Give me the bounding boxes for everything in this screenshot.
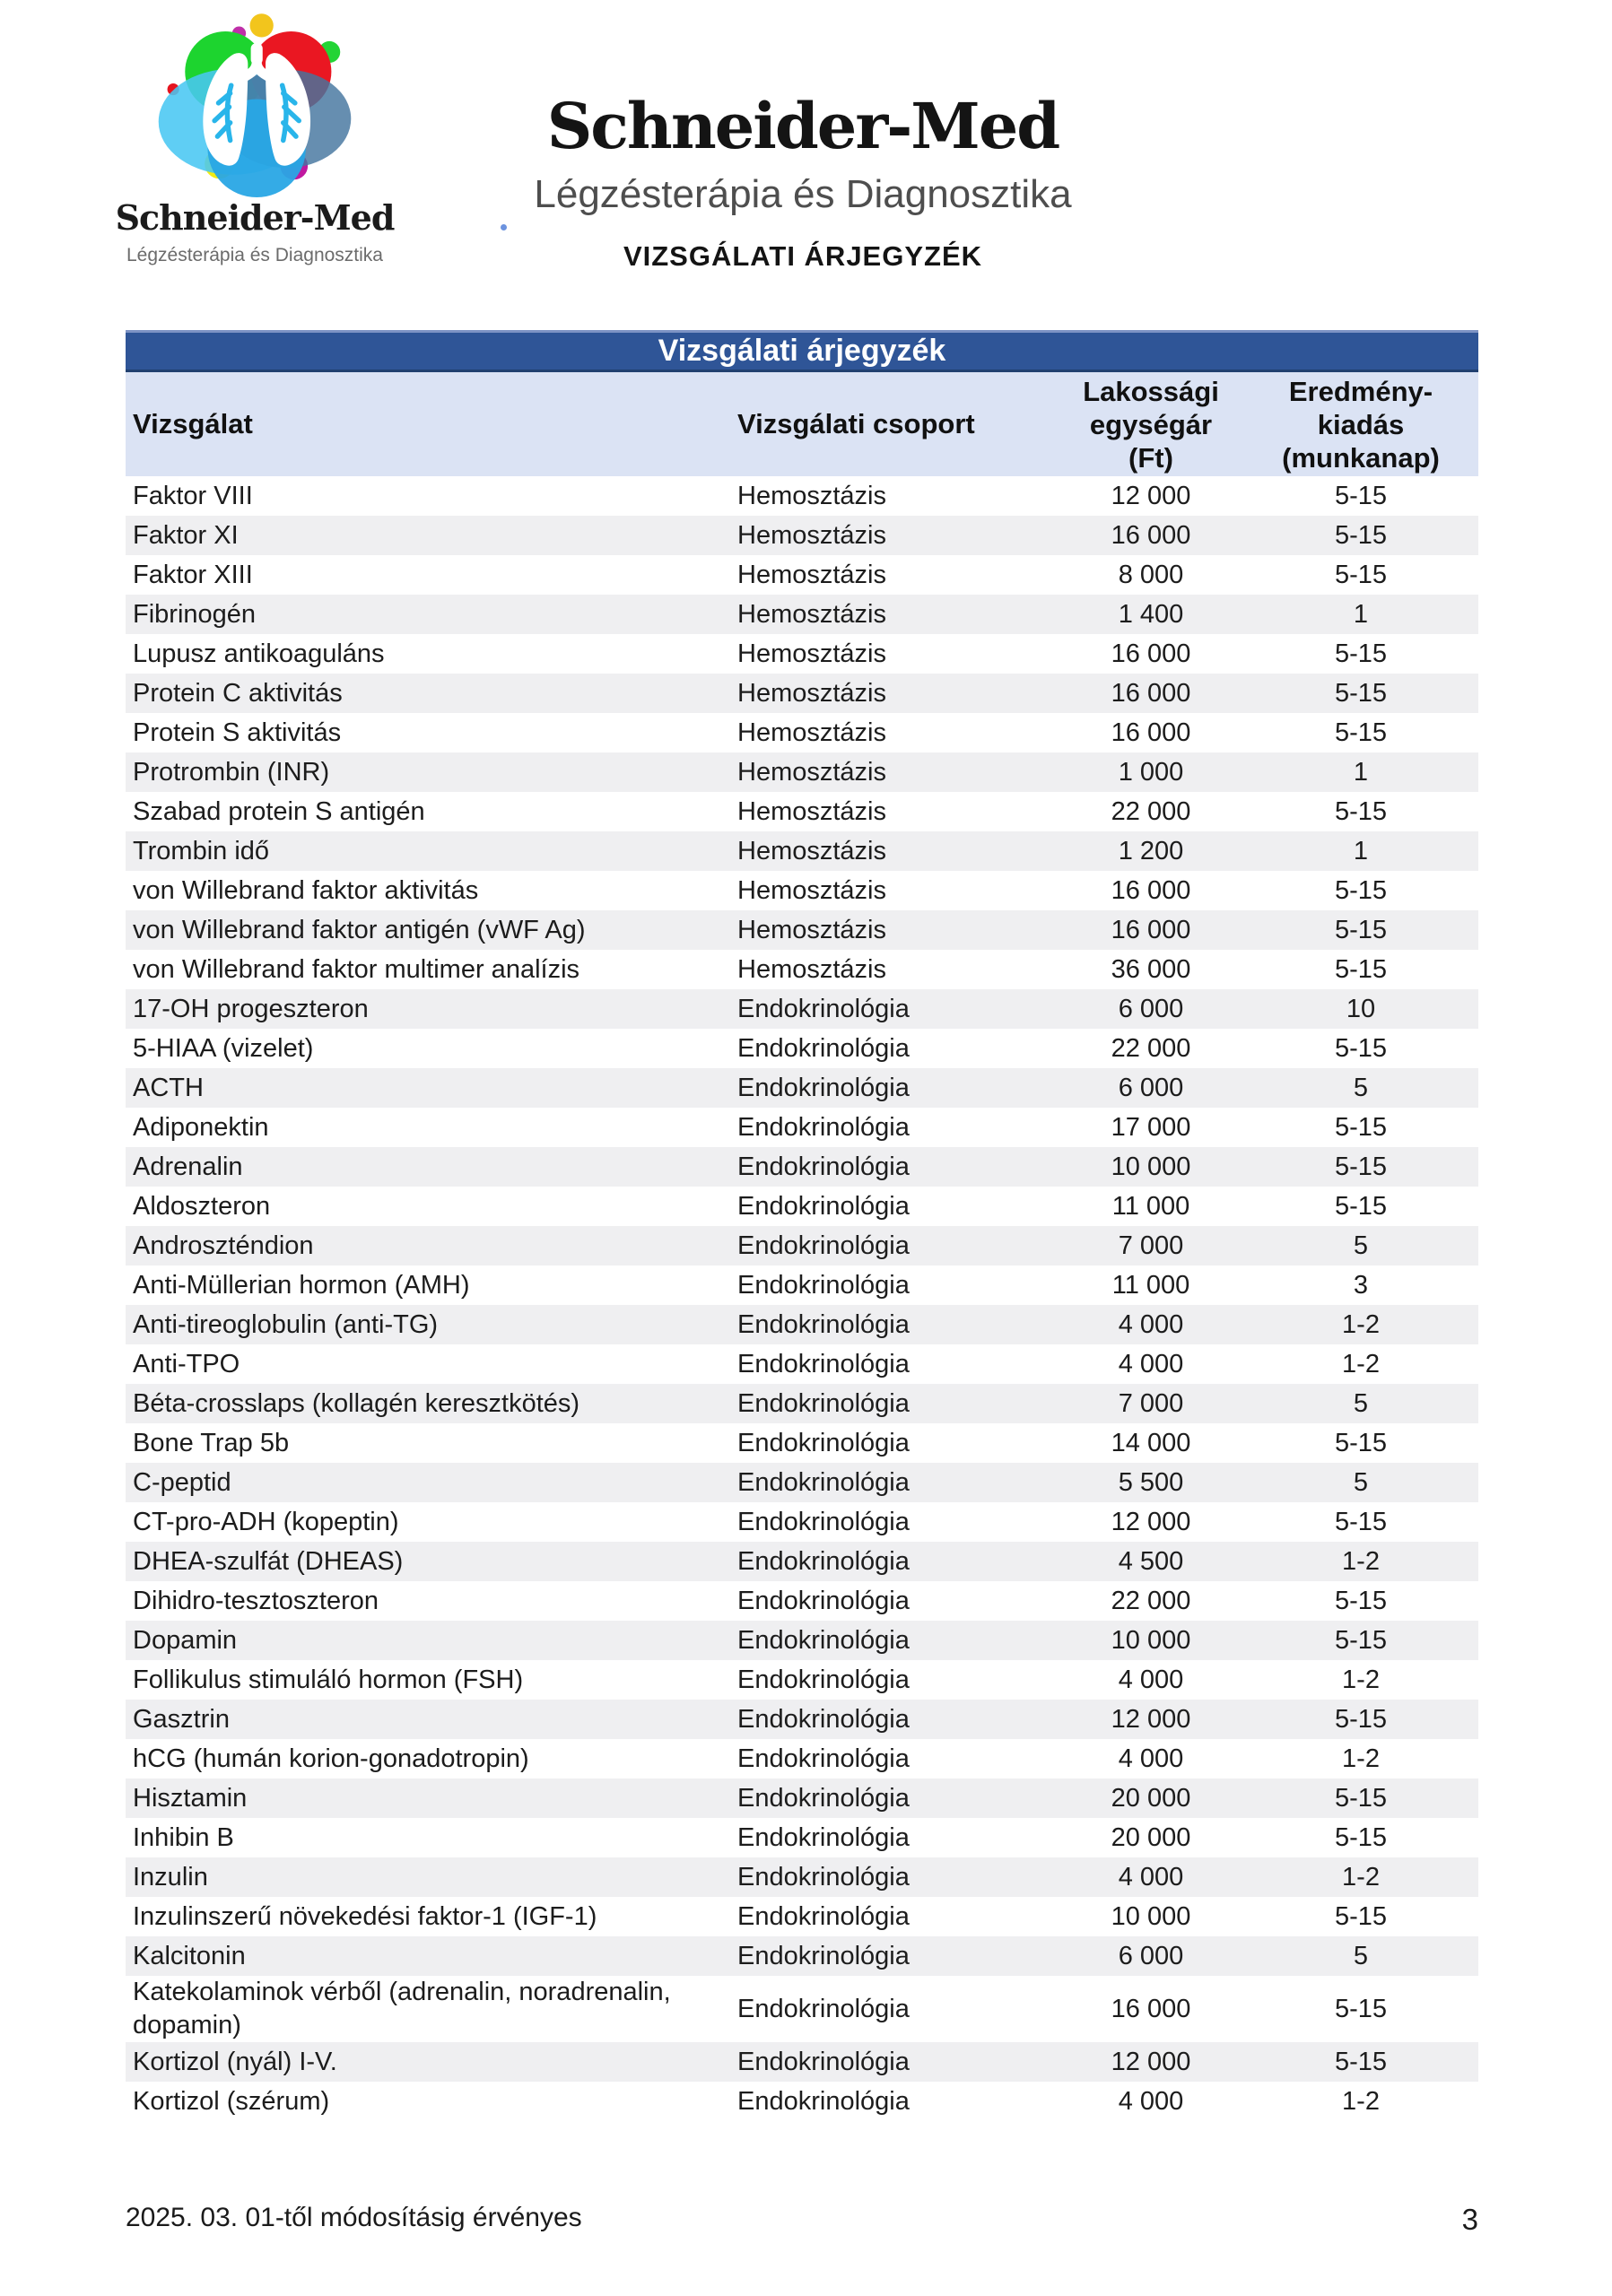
test-group-cell: Endokrinológia	[737, 1862, 910, 1892]
test-name-cell: Follikulus stimuláló hormon (FSH)	[133, 1665, 524, 1694]
test-name-cell: Szabad protein S antigén	[133, 796, 425, 826]
test-price-cell: 16 000	[1111, 1994, 1191, 2023]
table-row	[126, 831, 1478, 871]
test-price-cell: 16 000	[1111, 639, 1191, 668]
test-price-cell: 4 000	[1118, 1862, 1184, 1892]
test-days-cell: 10	[1346, 994, 1376, 1023]
test-group-cell: Endokrinológia	[737, 1704, 910, 1734]
test-group-cell: Endokrinológia	[737, 2047, 910, 2076]
test-days-cell: 5-15	[1334, 560, 1388, 589]
test-group-cell: Hemosztázis	[737, 757, 886, 787]
test-group-cell: Endokrinológia	[737, 1191, 910, 1221]
test-days-cell: 5-15	[1334, 639, 1388, 668]
test-group-cell: Endokrinológia	[737, 1388, 910, 1418]
test-days-cell: 1-2	[1342, 1349, 1380, 1378]
test-price-cell: 5 500	[1118, 1467, 1184, 1497]
test-days-cell: 5-15	[1334, 2047, 1388, 2076]
test-group-cell: Endokrinológia	[737, 1349, 910, 1378]
test-group-cell: Endokrinológia	[737, 1901, 910, 1931]
table-row	[126, 1029, 1478, 1068]
test-price-cell: 22 000	[1111, 1033, 1191, 1063]
test-group-cell: Endokrinológia	[737, 1507, 910, 1536]
test-days-cell: 5-15	[1334, 1191, 1388, 1221]
test-name-cell: Faktor XI	[133, 520, 239, 550]
test-days-cell: 1	[1353, 757, 1369, 787]
test-name-cell: Hisztamin	[133, 1783, 248, 1813]
test-name-cell: Faktor VIII	[133, 481, 253, 510]
test-price-cell: 7 000	[1118, 1388, 1184, 1418]
test-name-cell: hCG (humán korion-gonadotropin)	[133, 1744, 529, 1773]
table-row	[126, 674, 1478, 713]
column-header-csoport: Vizsgálati csoport	[737, 408, 975, 439]
test-days-cell: 5	[1353, 1467, 1369, 1497]
test-name-cell: Androszténdion	[133, 1231, 314, 1260]
test-price-cell: 6 000	[1118, 1073, 1184, 1102]
test-days-cell: 5-15	[1334, 954, 1388, 984]
test-group-cell: Hemosztázis	[737, 954, 886, 984]
test-name-cell: Kortizol (szérum)	[133, 2086, 330, 2116]
table-row	[126, 1660, 1478, 1700]
test-group-cell: Endokrinológia	[737, 1428, 910, 1457]
test-price-cell: 6 000	[1118, 1941, 1184, 1970]
test-group-cell: Hemosztázis	[737, 836, 886, 865]
test-group-cell: Endokrinológia	[737, 1270, 910, 1300]
test-group-cell: Hemosztázis	[737, 718, 886, 747]
table-row	[126, 1147, 1478, 1187]
test-name-cell: Anti-TPO	[133, 1349, 240, 1378]
table-row	[126, 713, 1478, 752]
test-name-cell: Inzulinszerű növekedési faktor-1 (IGF-1)	[133, 1901, 597, 1931]
test-group-cell: Hemosztázis	[737, 520, 886, 550]
table-row	[126, 1739, 1478, 1779]
test-name-cell: Bone Trap 5b	[133, 1428, 290, 1457]
test-name-cell: Fibrinogén	[133, 599, 257, 629]
test-days-cell: 5-15	[1334, 796, 1388, 826]
test-price-cell: 10 000	[1111, 1901, 1191, 1931]
table-row	[126, 1305, 1478, 1344]
page-number: 3	[1461, 2203, 1478, 2236]
test-group-cell: Endokrinológia	[737, 994, 910, 1023]
table-row	[126, 1187, 1478, 1226]
test-name-cell: Inzulin	[133, 1862, 208, 1892]
test-days-cell: 1-2	[1342, 1546, 1380, 1576]
table-row	[126, 910, 1478, 950]
test-name-cell: Gasztrin	[133, 1704, 230, 1734]
test-name-cell: Katekolaminok vérből (adrenalin, noradrenalin, dopamin)	[133, 1978, 671, 2039]
table-row	[126, 1108, 1478, 1147]
test-name-cell: Adiponektin	[133, 1112, 269, 1142]
table-row	[126, 1818, 1478, 1857]
test-days-cell: 5-15	[1334, 520, 1388, 550]
table-row	[126, 1936, 1478, 1976]
test-name-cell: Faktor XIII	[133, 560, 253, 589]
table-row	[126, 792, 1478, 831]
test-name-cell: Adrenalin	[133, 1152, 243, 1181]
table-row	[126, 1068, 1478, 1108]
test-price-cell: 22 000	[1111, 796, 1191, 826]
test-group-cell: Endokrinológia	[737, 1941, 910, 1970]
test-days-cell: 5-15	[1334, 1783, 1388, 1813]
table-row	[126, 1463, 1478, 1502]
test-price-cell: 10 000	[1111, 1625, 1191, 1655]
test-days-cell: 5	[1353, 1231, 1369, 1260]
validity-note: 2025. 03. 01-től módosításig érvényes	[126, 2203, 582, 2232]
test-price-cell: 12 000	[1111, 481, 1191, 510]
test-days-cell: 5-15	[1334, 1586, 1388, 1615]
test-group-cell: Endokrinológia	[737, 1783, 910, 1813]
test-days-cell: 5-15	[1334, 1901, 1388, 1931]
test-price-cell: 4 500	[1118, 1546, 1184, 1576]
table-row	[126, 1779, 1478, 1818]
test-days-cell: 5-15	[1334, 1152, 1388, 1181]
table-row	[126, 595, 1478, 634]
logo-tagline-text: Légzésterápia és Diagnosztika	[126, 245, 383, 265]
test-group-cell: Endokrinológia	[737, 1112, 910, 1142]
test-days-cell: 3	[1353, 1270, 1369, 1300]
test-group-cell: Endokrinológia	[737, 1231, 910, 1260]
table-row	[126, 1423, 1478, 1463]
test-name-cell: von Willebrand faktor antigén (vWF Ag)	[133, 915, 586, 944]
test-name-cell: von Willebrand faktor aktivitás	[133, 875, 479, 905]
table-row	[126, 1897, 1478, 1936]
test-price-cell: 16 000	[1111, 718, 1191, 747]
test-price-cell: 4 000	[1118, 1665, 1184, 1694]
test-name-cell: CT-pro-ADH (kopeptin)	[133, 1507, 399, 1536]
logo-brand-text: Schneider-Med	[115, 197, 395, 238]
test-name-cell: Inhibin B	[133, 1822, 234, 1852]
test-days-cell: 1	[1353, 599, 1369, 629]
logo	[113, 11, 396, 266]
test-days-cell: 5-15	[1334, 1428, 1388, 1457]
test-days-cell: 5	[1353, 1941, 1369, 1970]
column-header-vizsgalat: Vizsgálat	[133, 408, 253, 439]
table-row	[126, 1976, 1478, 2042]
test-group-cell: Endokrinológia	[737, 1309, 910, 1339]
test-price-cell: 16 000	[1111, 678, 1191, 708]
test-group-cell: Endokrinológia	[737, 1546, 910, 1576]
test-price-cell: 11 000	[1111, 1270, 1190, 1300]
test-price-cell: 4 000	[1118, 1349, 1184, 1378]
table-row	[126, 1265, 1478, 1305]
column-header-egysegar: Lakossági egységár (Ft)	[1083, 375, 1219, 474]
test-group-cell: Hemosztázis	[737, 639, 886, 668]
test-days-cell: 1-2	[1342, 1744, 1380, 1773]
test-name-cell: Protein S aktivitás	[133, 718, 342, 747]
table-row	[126, 1857, 1478, 1897]
heading-tagline: Légzésterápia és Diagnosztika	[534, 172, 1072, 216]
test-price-cell: 36 000	[1111, 954, 1191, 984]
test-group-cell: Endokrinológia	[737, 1152, 910, 1181]
test-name-cell: Kortizol (nyál) I-V.	[133, 2047, 337, 2076]
document-heading	[422, 91, 1184, 273]
test-group-cell: Hemosztázis	[737, 678, 886, 708]
lungs-logo-icon	[145, 11, 364, 197]
test-name-cell: Anti-Müllerian hormon (AMH)	[133, 1270, 470, 1300]
test-name-cell: von Willebrand faktor multimer analízis	[133, 954, 580, 984]
test-name-cell: Dopamin	[133, 1625, 238, 1655]
table-row	[126, 2042, 1478, 2082]
test-days-cell: 1	[1353, 836, 1369, 865]
test-price-cell: 16 000	[1111, 875, 1191, 905]
test-days-cell: 5-15	[1334, 678, 1388, 708]
test-name-cell: Lupusz antikoaguláns	[133, 639, 385, 668]
test-name-cell: Anti-tireoglobulin (anti-TG)	[133, 1309, 439, 1339]
test-group-cell: Endokrinológia	[737, 1822, 910, 1852]
table-row	[126, 634, 1478, 674]
test-name-cell: Protrombin (INR)	[133, 757, 330, 787]
test-group-cell: Endokrinológia	[737, 1033, 910, 1063]
test-price-cell: 4 000	[1118, 2086, 1184, 2116]
table-row	[126, 1700, 1478, 1739]
test-days-cell: 5-15	[1334, 1994, 1388, 2023]
test-group-cell: Endokrinológia	[737, 1586, 910, 1615]
scan-dot-artifact	[501, 224, 507, 230]
test-price-cell: 12 000	[1111, 1704, 1191, 1734]
price-table	[126, 330, 1478, 2121]
test-price-cell: 12 000	[1111, 1507, 1191, 1536]
table-row	[126, 2082, 1478, 2121]
test-days-cell: 5	[1353, 1388, 1369, 1418]
test-price-cell: 4 000	[1118, 1309, 1184, 1339]
table-row	[126, 1581, 1478, 1621]
test-days-cell: 5-15	[1334, 1112, 1388, 1142]
test-price-cell: 1 200	[1118, 836, 1184, 865]
test-price-cell: 8 000	[1118, 560, 1184, 589]
test-price-cell: 11 000	[1111, 1191, 1190, 1221]
test-name-cell: Béta-crosslaps (kollagén keresztkötés)	[133, 1388, 580, 1418]
test-price-cell: 4 000	[1118, 1744, 1184, 1773]
table-row	[126, 1542, 1478, 1581]
table-row	[126, 752, 1478, 792]
test-price-cell: 17 000	[1111, 1112, 1191, 1142]
heading-brand: Schneider-Med	[546, 89, 1059, 163]
test-price-cell: 10 000	[1111, 1152, 1191, 1181]
test-price-cell: 16 000	[1111, 915, 1191, 944]
test-days-cell: 1-2	[1342, 1665, 1380, 1694]
test-days-cell: 5-15	[1334, 1625, 1388, 1655]
test-price-cell: 20 000	[1111, 1783, 1191, 1813]
table-body	[126, 476, 1478, 2121]
table-row	[126, 1502, 1478, 1542]
table-row	[126, 950, 1478, 989]
test-name-cell: DHEA-szulfát (DHEAS)	[133, 1546, 404, 1576]
table-header-row	[126, 372, 1478, 476]
test-days-cell: 5	[1353, 1073, 1369, 1102]
test-group-cell: Hemosztázis	[737, 796, 886, 826]
table-row	[126, 1384, 1478, 1423]
test-days-cell: 5-15	[1334, 915, 1388, 944]
test-name-cell: Protein C aktivitás	[133, 678, 343, 708]
test-group-cell: Endokrinológia	[737, 1994, 910, 2023]
table-title-bar: Vizsgálati árjegyzék	[126, 330, 1478, 372]
test-days-cell: 1-2	[1342, 2086, 1380, 2116]
test-days-cell: 5-15	[1334, 718, 1388, 747]
test-days-cell: 5-15	[1334, 875, 1388, 905]
test-days-cell: 1-2	[1342, 1309, 1380, 1339]
test-name-cell: Dihidro-tesztoszteron	[133, 1586, 379, 1615]
test-price-cell: 16 000	[1111, 520, 1191, 550]
test-group-cell: Endokrinológia	[737, 1625, 910, 1655]
test-name-cell: Aldoszteron	[133, 1191, 271, 1221]
test-name-cell: ACTH	[133, 1073, 204, 1102]
test-price-cell: 1 000	[1118, 757, 1184, 787]
test-group-cell: Hemosztázis	[737, 560, 886, 589]
test-name-cell: Kalcitonin	[133, 1941, 246, 1970]
test-days-cell: 5-15	[1334, 1704, 1388, 1734]
test-group-cell: Endokrinológia	[737, 2086, 910, 2116]
test-name-cell: C-peptid	[133, 1467, 231, 1497]
test-price-cell: 7 000	[1118, 1231, 1184, 1260]
table-row	[126, 476, 1478, 516]
table-row	[126, 1344, 1478, 1384]
test-price-cell: 22 000	[1111, 1586, 1191, 1615]
test-group-cell: Endokrinológia	[737, 1665, 910, 1694]
test-price-cell: 1 400	[1118, 599, 1184, 629]
test-days-cell: 5-15	[1334, 481, 1388, 510]
table-row	[126, 989, 1478, 1029]
test-group-cell: Endokrinológia	[737, 1073, 910, 1102]
test-name-cell: 17-OH progeszteron	[133, 994, 369, 1023]
test-name-cell: 5-HIAA (vizelet)	[133, 1033, 314, 1063]
column-header-eredmeny: Eredmény- kiadás (munkanap)	[1282, 375, 1440, 474]
test-group-cell: Endokrinológia	[737, 1467, 910, 1497]
table-row	[126, 871, 1478, 910]
test-days-cell: 5-15	[1334, 1822, 1388, 1852]
test-days-cell: 5-15	[1334, 1033, 1388, 1063]
test-price-cell: 6 000	[1118, 994, 1184, 1023]
test-group-cell: Hemosztázis	[737, 915, 886, 944]
test-days-cell: 1-2	[1342, 1862, 1380, 1892]
test-price-cell: 20 000	[1111, 1822, 1191, 1852]
test-group-cell: Hemosztázis	[737, 481, 886, 510]
test-name-cell: Trombin idő	[133, 836, 270, 865]
table-row	[126, 1226, 1478, 1265]
test-group-cell: Endokrinológia	[737, 1744, 910, 1773]
test-days-cell: 5-15	[1334, 1507, 1388, 1536]
test-price-cell: 14 000	[1111, 1428, 1191, 1457]
table-row	[126, 516, 1478, 555]
table-row	[126, 1621, 1478, 1660]
heading-subtitle: VIZSGÁLATI ÁRJEGYZÉK	[623, 240, 983, 272]
test-group-cell: Hemosztázis	[737, 599, 886, 629]
page-footer	[126, 2203, 1478, 2237]
test-group-cell: Hemosztázis	[737, 875, 886, 905]
table-row	[126, 555, 1478, 595]
test-price-cell: 12 000	[1111, 2047, 1191, 2076]
